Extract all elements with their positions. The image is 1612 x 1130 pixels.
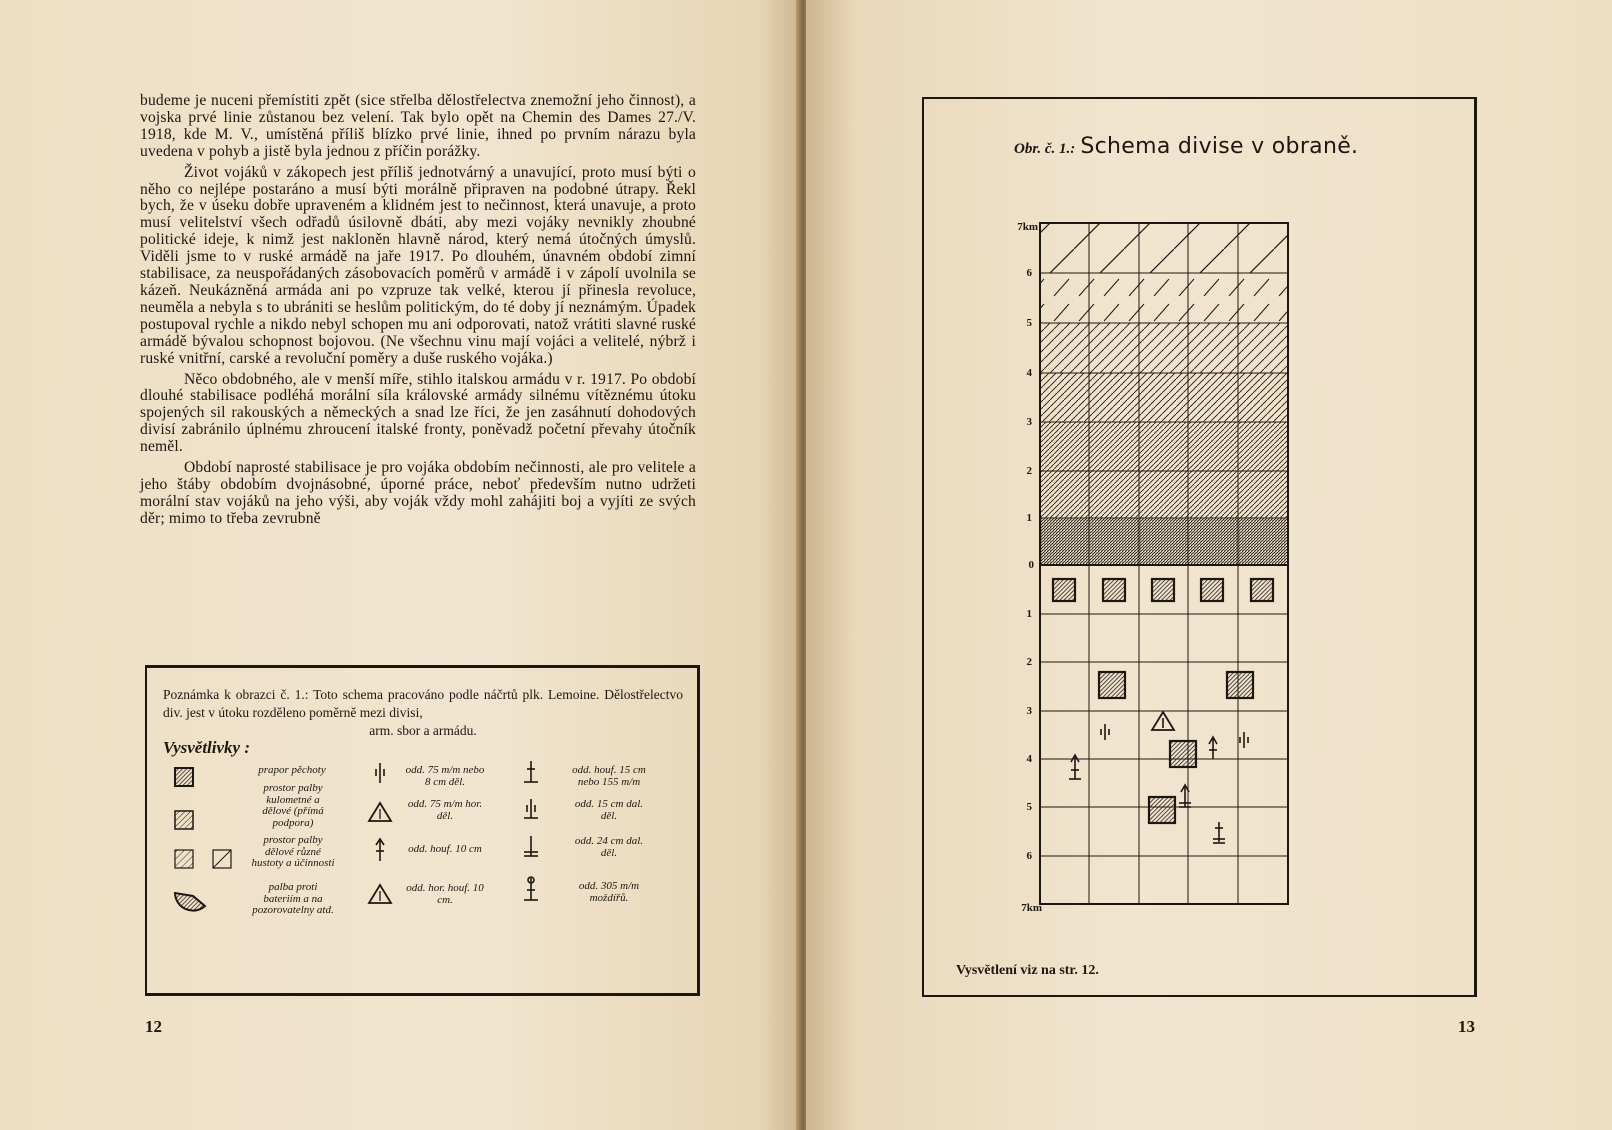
note-text: Poznámka k obrazci č. 1.: Toto schema pracováno podle náčrtů plk. Lemoine. Dělostřelectvo div. jest v útoku rozděleno poměrně mezi divisi,	[163, 687, 683, 720]
reserve-battalion-marker	[1099, 672, 1125, 698]
figure-frame	[922, 97, 1477, 997]
axis-bottom-1: 1	[1026, 608, 1032, 620]
page-number-left: 12	[145, 1017, 162, 1036]
figure-title: Schema divise v obraně.	[1080, 134, 1359, 159]
legend-item-howitzer-10: odd. houf. 10 cm	[408, 843, 482, 855]
axis-top-6: 6	[1026, 267, 1032, 279]
gun-75-icon	[376, 763, 384, 783]
axis-top-7km: 7km	[1017, 221, 1038, 233]
long-gun-marker	[1179, 785, 1191, 807]
axis-bottom-3: 3	[1026, 705, 1032, 717]
zone-band-6-5	[1040, 273, 1288, 323]
mortar-305-icon	[524, 877, 538, 900]
page-number-right: 13	[1458, 1017, 1475, 1036]
reserve-battalion-marker	[1170, 741, 1196, 767]
zone-band-4-3	[1040, 373, 1288, 422]
axis-top-4: 4	[1026, 367, 1032, 379]
long-gun-15-icon	[524, 799, 538, 818]
axis-top-3: 3	[1026, 416, 1032, 428]
note-text-end: arm. sbor a armádu.	[369, 723, 477, 738]
reserve-battalion-marker	[1149, 797, 1175, 823]
long-gun-24-icon	[524, 836, 538, 856]
battalion-marker	[1201, 579, 1223, 601]
reserve-battalion-marker	[1227, 672, 1253, 698]
mountain-gun-75-icon	[369, 803, 391, 821]
long-gun-24-marker	[1213, 822, 1225, 843]
gun-75-marker	[1240, 732, 1248, 748]
legend-item-long-gun-15: odd. 15 cm dal. děl.	[574, 798, 644, 822]
legend-item-battalion: prapor pěchoty	[258, 764, 326, 776]
body-text	[140, 93, 696, 532]
paragraph-3: Něco obdobného, ale v menší míře, stihlo italskou armádu v r. 1917. Po období dlouhé stabilisace podléhá morální síla královské armády silnému vítěznému útoku spojených sil rakouských a německých a snad lze říci, že jen zasáhnutí dohodových divisí zabránilo úplnému zhroucení italské fronty, poněvadž početní převahy útočník neměl.	[140, 370, 696, 456]
legend-item-mountain-gun-75: odd. 75 m/m hor. děl.	[407, 798, 483, 822]
battalion-marker	[1251, 579, 1273, 601]
zone-band-7-6	[1040, 223, 1288, 273]
legend-item-gun-75: odd. 75 m/m nebo 8 cm děl.	[405, 764, 485, 788]
axis-top-0: 0	[1028, 559, 1034, 571]
axis-bottom-6: 6	[1026, 850, 1032, 862]
legend-box	[145, 665, 700, 996]
legend-item-mg-zone: prostor palby kulometné a dělové (přímá podpora)	[262, 782, 324, 829]
counter-battery-icon	[175, 893, 205, 911]
axis-bottom-4: 4	[1026, 753, 1032, 765]
paragraph-2: Život vojáků v zákopech jest příliš jednotvárný a unavující, proto musí býti o něho co nejlépe postaráno a musí býti morálně připraven na podobné útrapy. Řekl bych, že v úseku dobře upraveném a klidném jest to nečinnost, která unavuje, a proto musí velitelství všech odřadů úsilovně dbáti, aby mezi vojáky nevnikly zhoubné politické ideje, k nimž jest nakloněn hlavně národ, který nemá útočných úmyslů. Viděli jsme to v ruské armádě na jaře 1917. Po dlouhém, únavném období zimní stabilisace, za neuspořádaných zásobovacích poměrů v armádě i v zápolí uvolnila se kázeň. Neukázněná armáda ani po vzpruze tak velké, kterou jí přinesla revoluce, neuměla a nebyla s to ubrániti se heslům politickým, do té doby jí neznámým. Úpadek postupoval rychle a nikdo nebyl schopen mu ani odporovati, natož vrátiti slavné ruské armádě bývalou schopnost bojovou. (Ne všechnu vinu mají vojáci a velitelé, nýbrž i ruské vnitřní, carské a revoluční poměry a duše ruského vojáka.)	[140, 163, 696, 367]
legend-item-artillery-zone: prostor palby dělové různé hustoty a účinnosti	[251, 834, 335, 869]
paragraph-1: budeme je nuceni přemístiti zpět (sice střelba dělostřelectva znemožní jeho činnost), a vojska prvé linie zůstanou bez velení. Tak bylo opět na Chemin des Dames 27./V. 1918, kde M. V., umístěná příliš blízko prvé linie, ihned po prvním nárazu byla uvedena v pohyb a jistě byla jednou z příčin porážky.	[140, 92, 696, 160]
axis-top-2: 2	[1026, 465, 1032, 477]
figure-caption: Vysvětlení viz na str. 12.	[956, 963, 1099, 978]
axis-bottom-2: 2	[1026, 656, 1032, 668]
howitzer-10-icon	[376, 839, 384, 861]
legend-item-howitzer-15: odd. houf. 15 cm nebo 155 m/m	[572, 764, 646, 788]
zone-band-2-1	[1040, 471, 1288, 518]
mg-fire-zone-icon	[175, 811, 193, 829]
axis-bottom-7km: 7km	[1021, 902, 1042, 914]
zone-band-1-0	[1040, 518, 1288, 565]
zone-band-3-2	[1040, 422, 1288, 471]
paragraph-4: Období naprosté stabilisace je pro vojáka obdobím nečinnosti, ale pro velitele a jeho štáby obdobím dvojnásobné, úporné práce, neboť především nutno udržeti morální stav vojáků na jeho výši, aby voják vždy mohl zahájiti boj a vyjíti ze svých děr; mimo to třeba zevrubně	[140, 459, 696, 527]
axis-bottom-5: 5	[1026, 801, 1032, 813]
battalion-marker	[1053, 579, 1075, 601]
gun-75-marker	[1101, 724, 1109, 740]
legend-item-long-gun-24: odd. 24 cm dal. děl.	[574, 835, 644, 859]
axis-top-1: 1	[1026, 512, 1032, 524]
legend-item-mortar-305: odd. 305 m/m moždířů.	[578, 880, 640, 904]
battalion-icon	[175, 768, 193, 786]
battalion-row	[1053, 579, 1273, 601]
legend-item-counter-battery: palba proti bateriím a na pozorovatelny atd.	[252, 881, 334, 916]
howitzer-15-marker	[1209, 737, 1217, 759]
battalion-marker	[1103, 579, 1125, 601]
howitzer-15-icon	[524, 761, 538, 782]
zone-band-5-4	[1040, 323, 1288, 373]
legend-symbols	[147, 668, 697, 993]
battalion-marker	[1152, 579, 1174, 601]
figure-label: Obr. č. 1.:	[1014, 141, 1076, 157]
mountain-gun-marker	[1152, 712, 1174, 730]
legend-item-mountain-howitzer-10: odd. hor. houf. 10 cm.	[406, 882, 484, 906]
mountain-howitzer-10-icon	[369, 885, 391, 903]
axis-top-5: 5	[1026, 317, 1032, 329]
legend-title: Vysvětlivky :	[163, 738, 251, 757]
artillery-zone-icon	[175, 850, 231, 868]
defense-schema	[924, 99, 1474, 995]
left-page	[0, 0, 800, 1130]
